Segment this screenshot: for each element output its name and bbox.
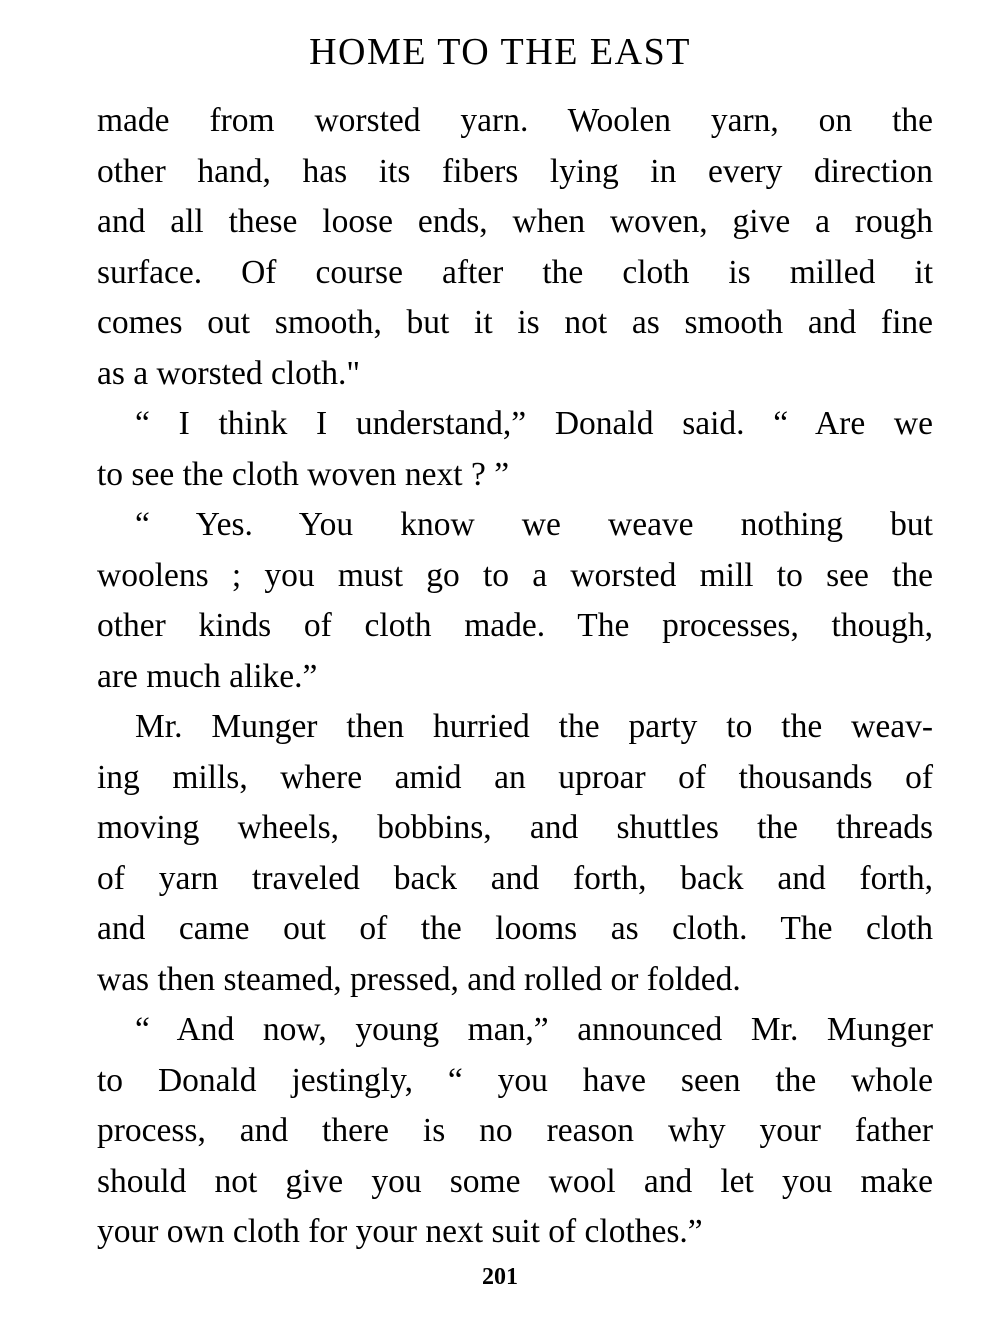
page-number: 201 [482, 1264, 518, 1290]
text-line: are much alike.” [97, 657, 318, 695]
text-line: woolens ; you must go to a worsted mill to see the [97, 556, 933, 594]
text-line: was then steamed, pressed, and rolled or folded. [97, 960, 741, 998]
text-line: of yarn traveled back and forth, back and forth, [97, 859, 933, 897]
text-line: should not give you some wool and let you make [97, 1162, 933, 1200]
text-line: and all these loose ends, when woven, give a rough [97, 203, 933, 240]
text-line: to see the cloth woven next ? ” [97, 455, 510, 493]
text-line: to Donald jestingly, “ you have seen the whole [97, 1061, 933, 1099]
running-head: HOME TO THE EAST [309, 31, 691, 73]
text-line: “ I think I understand,” Donald said. “ Are we [135, 405, 933, 442]
text-line: ing mills, where amid an uproar of thousands of [97, 758, 933, 796]
body-text [97, 96, 933, 1258]
text-line: other hand, has its fibers lying in every direction [97, 152, 933, 190]
text-line: surface. Of course after the cloth is milled it [97, 253, 933, 291]
text-line: as a worsted cloth." [97, 354, 360, 392]
text-line: “ And now, young man,” announced Mr. Munger [135, 1011, 933, 1048]
text-line: moving wheels, bobbins, and shuttles the threads [97, 809, 933, 846]
text-line: made from worsted yarn. Woolen yarn, on the [97, 102, 933, 139]
text-line: Mr. Munger then hurried the party to the weav- [135, 708, 933, 745]
text-line: other kinds of cloth made. The processes, though, [97, 607, 933, 644]
text-line: and came out of the looms as cloth. The cloth [97, 910, 933, 947]
text-line: your own cloth for your next suit of clothes.” [97, 1213, 703, 1250]
text-line: comes out smooth, but it is not as smooth and fine [97, 304, 933, 341]
text-line: “ Yes. You know we weave nothing but [135, 506, 933, 543]
text-line: process, and there is no reason why your father [97, 1112, 933, 1149]
